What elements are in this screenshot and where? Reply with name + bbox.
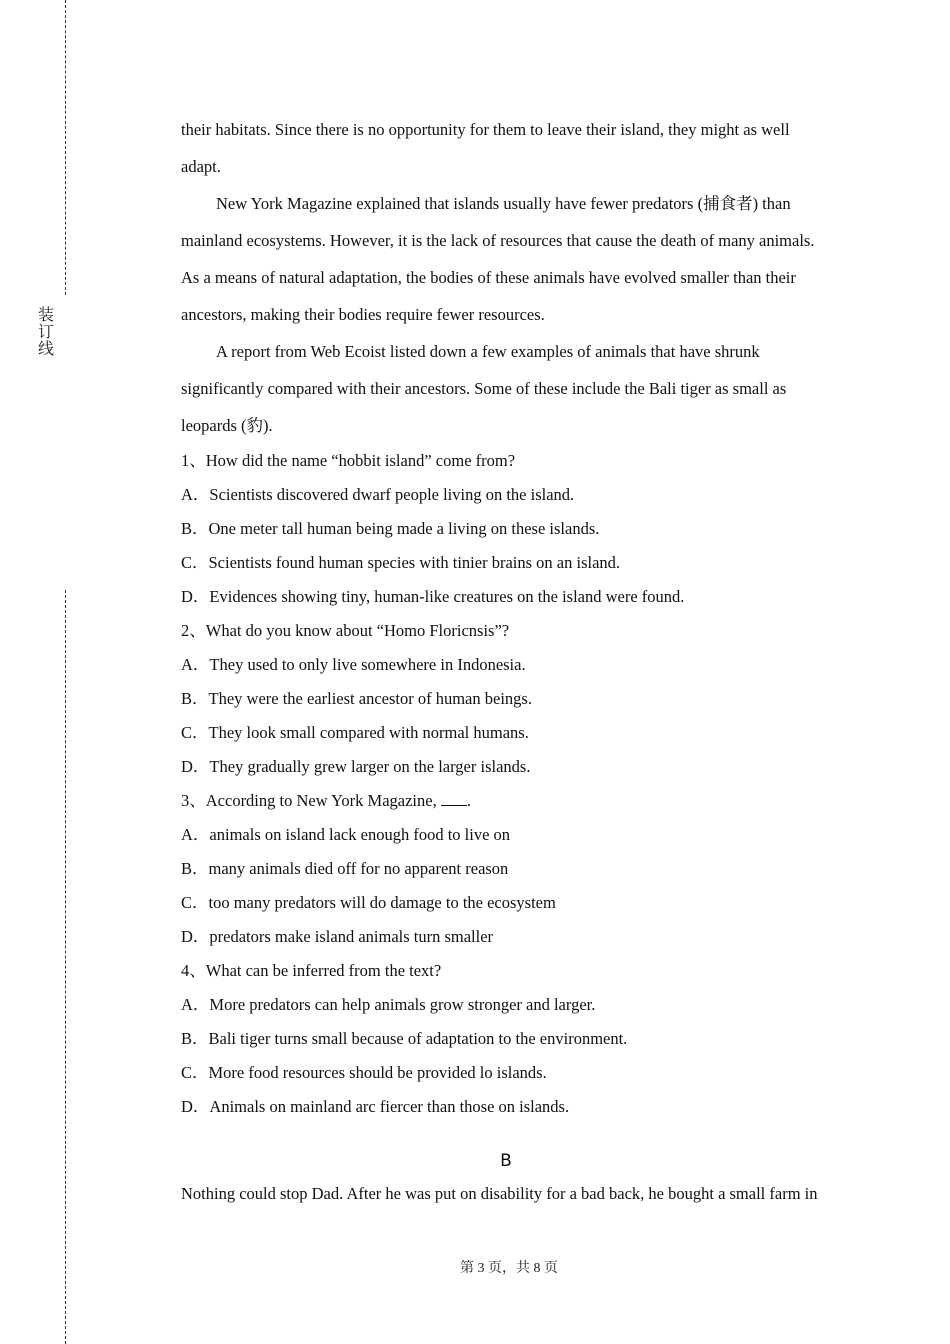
binding-char-3: 线 bbox=[38, 339, 55, 358]
answer-blank bbox=[441, 791, 467, 806]
answer-option-b: B．They were the earliest ancestor of human beings. bbox=[181, 689, 532, 708]
question-stem: 1、How did the name “hobbit island” come from? bbox=[181, 451, 516, 470]
answer-option-c: C．Scientists found human species with tinier brains on an island. bbox=[181, 553, 621, 572]
answer-option-b: B．Bali tiger turns small because of adaptation to the environment. bbox=[181, 1029, 628, 1048]
answer-option-c: C．More food resources should be provided lo islands. bbox=[181, 1063, 547, 1082]
section-b-title: B bbox=[500, 1151, 512, 1171]
answer-option-c: C．They look small compared with normal humans. bbox=[181, 723, 529, 742]
question-stem bbox=[181, 784, 831, 818]
binding-char-1: 装 bbox=[38, 305, 55, 324]
answer-option-a: A．animals on island lack enough food to live on bbox=[181, 825, 511, 844]
passage-paragraph-1: their habitats. Since there is no opportunity for them to leave their island, they might as well adapt. bbox=[181, 120, 790, 176]
answer-option-d: D．Animals on mainland arc fiercer than those on islands. bbox=[181, 1097, 570, 1116]
binding-char-2: 订 bbox=[38, 322, 55, 341]
answer-option-d: D．predators make island animals turn smaller bbox=[181, 927, 494, 946]
question-2 bbox=[181, 614, 831, 784]
question-1 bbox=[181, 444, 831, 614]
passage-content bbox=[181, 111, 831, 1212]
binding-line-label bbox=[38, 306, 54, 357]
binding-dashed-line-top bbox=[65, 0, 66, 295]
answer-option-a: A．Scientists discovered dwarf people living on the island. bbox=[181, 485, 575, 504]
passage-paragraph-2: New York Magazine explained that islands usually have fewer predators (捕食者) than mainland ecosystems. However, it is the lack of resources that cause the death of many animals. As a means of natural adaptation, the bodies of these animals have evolved smaller than their ancestors, making their bodies require fewer resources. bbox=[181, 194, 815, 324]
answer-option-b: B．One meter tall human being made a living on these islands. bbox=[181, 519, 600, 538]
binding-dashed-line-bottom bbox=[65, 590, 66, 1344]
question-stem-end: . bbox=[466, 791, 471, 810]
question-stem-text: 3、According to New York Magazine, bbox=[181, 791, 441, 810]
question-stem: 2、What do you know about “Homo Floricnsis”? bbox=[181, 621, 510, 640]
answer-option-b: B．many animals died off for no apparent reason bbox=[181, 859, 509, 878]
page-footer: 第 3 页，共 8 页 bbox=[460, 1261, 558, 1276]
answer-option-d: D．They gradually grew larger on the larger islands. bbox=[181, 757, 531, 776]
section-b-first-line: Nothing could stop Dad. After he was put on disability for a bad back, he bought a small farm in bbox=[181, 1184, 818, 1203]
question-4 bbox=[181, 954, 831, 1124]
question-3 bbox=[181, 784, 831, 954]
question-stem: 4、What can be inferred from the text? bbox=[181, 961, 442, 980]
answer-option-d: D．Evidences showing tiny, human-like creatures on the island were found. bbox=[181, 587, 685, 606]
answer-option-a: A．They used to only live somewhere in Indonesia. bbox=[181, 655, 526, 674]
answer-option-c: C．too many predators will do damage to the ecosystem bbox=[181, 893, 556, 912]
answer-option-a: A．More predators can help animals grow stronger and larger. bbox=[181, 995, 596, 1014]
passage-paragraph-3: A report from Web Ecoist listed down a few examples of animals that have shrunk significantly compared with their ancestors. Some of these include the Bali tiger as small as leopards (豹). bbox=[181, 342, 787, 435]
